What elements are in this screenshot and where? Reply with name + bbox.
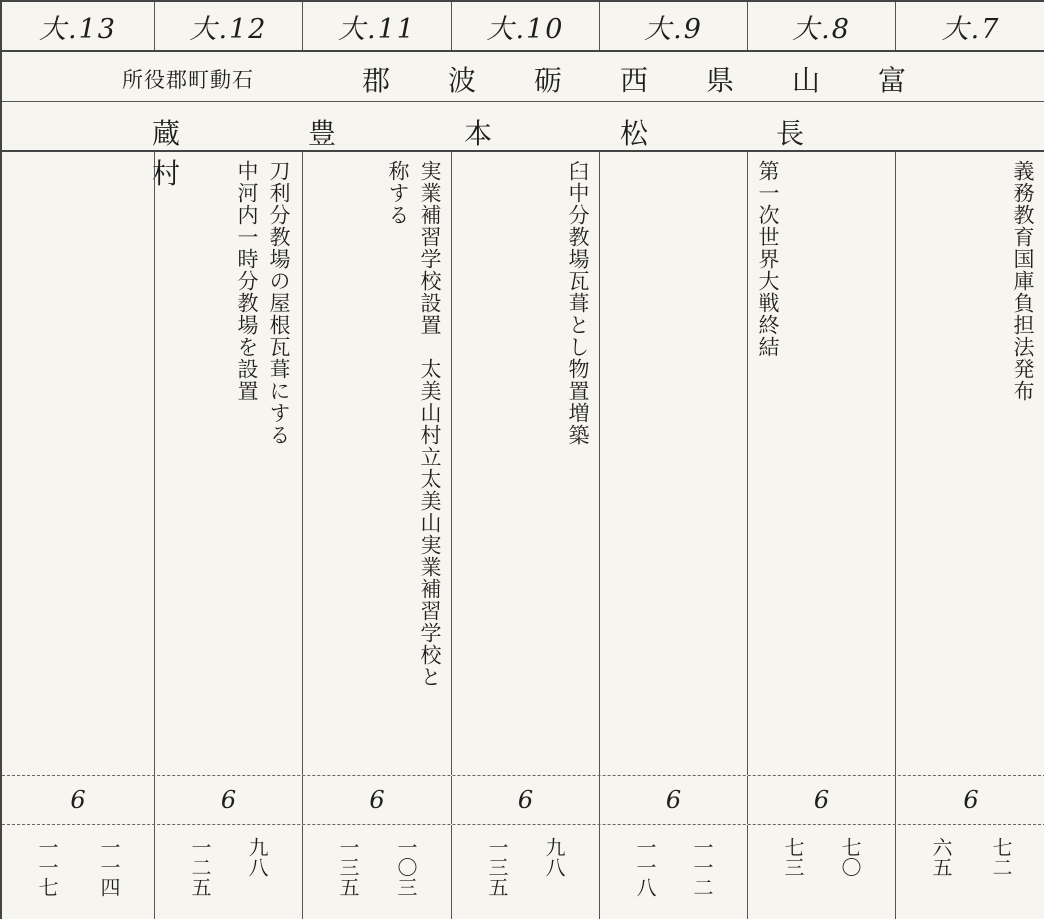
count-value: 一一二 xyxy=(690,837,714,897)
village-name-text: 蔵豊本松長村 xyxy=(152,117,933,190)
count-value: 九八 xyxy=(542,837,566,877)
event-text: 第一次世界大戦終結 xyxy=(756,160,780,358)
age-cell: 6 xyxy=(2,776,155,824)
year-cell: 大.13 xyxy=(2,2,155,50)
count-cell xyxy=(303,825,452,919)
event-text: 刀利分教場の屋根瓦葺にする xyxy=(267,160,291,446)
event-column xyxy=(303,152,452,775)
office-large-text: 郡波砺西県山富 xyxy=(362,64,965,97)
event-text: 実業補習学校設置 太美山村立太美山実業補習学校と xyxy=(418,160,442,688)
age-cell: 6 xyxy=(600,776,748,824)
age-cell: 6 xyxy=(963,786,979,814)
count-cell xyxy=(2,825,155,919)
count-value: 一一八 xyxy=(633,837,657,897)
year-cell: 大.8 xyxy=(748,2,896,50)
year-cell: 大.9 xyxy=(600,2,748,50)
event-column xyxy=(896,152,1044,775)
count-value: 一二五 xyxy=(188,837,212,897)
enrollment-count-row xyxy=(2,825,1044,919)
count-value: 一〇三 xyxy=(394,837,418,897)
event-column xyxy=(748,152,896,775)
count-cell xyxy=(600,825,748,919)
count-value: 七二 xyxy=(989,837,1013,877)
event-text: 称する xyxy=(386,160,410,226)
count-cell xyxy=(155,825,303,919)
count-value: 一一七 xyxy=(35,837,59,897)
year-cell: 大.11 xyxy=(303,2,452,50)
count-value: 一一四 xyxy=(97,837,121,897)
count-value: 一三五 xyxy=(336,837,360,897)
events-area xyxy=(2,152,1044,775)
count-value: 一三五 xyxy=(485,837,509,897)
count-value: 七〇 xyxy=(838,837,862,877)
event-column xyxy=(600,152,748,775)
office-small-text: 所役郡町動石 xyxy=(122,68,254,92)
event-column xyxy=(2,152,155,775)
count-value: 七三 xyxy=(781,837,805,877)
age-cell: 6 xyxy=(748,776,896,824)
event-text: 臼中分教場瓦葺とし物置増築 xyxy=(566,160,590,446)
event-column xyxy=(452,152,600,775)
age-row xyxy=(2,775,1044,825)
count-value: 九八 xyxy=(245,837,269,877)
event-text: 中河内一時分教場を設置 xyxy=(235,160,259,402)
year-cell: 大.12 xyxy=(155,2,303,50)
count-cell xyxy=(452,825,600,919)
event-column xyxy=(155,152,303,775)
year-header-row xyxy=(2,0,1044,52)
village-row xyxy=(2,102,1044,190)
age-cell: 6 xyxy=(452,776,600,824)
year-cell: 大.10 xyxy=(452,2,600,50)
year-cell: 大.7 xyxy=(941,13,1001,45)
office-row xyxy=(2,52,1044,102)
count-cell xyxy=(896,825,1044,919)
count-cell xyxy=(748,825,896,919)
age-cell: 6 xyxy=(155,776,303,824)
age-cell: 6 xyxy=(303,776,452,824)
count-value: 六五 xyxy=(929,837,953,877)
event-text: 義務教育国庫負担法発布 xyxy=(1011,160,1035,402)
